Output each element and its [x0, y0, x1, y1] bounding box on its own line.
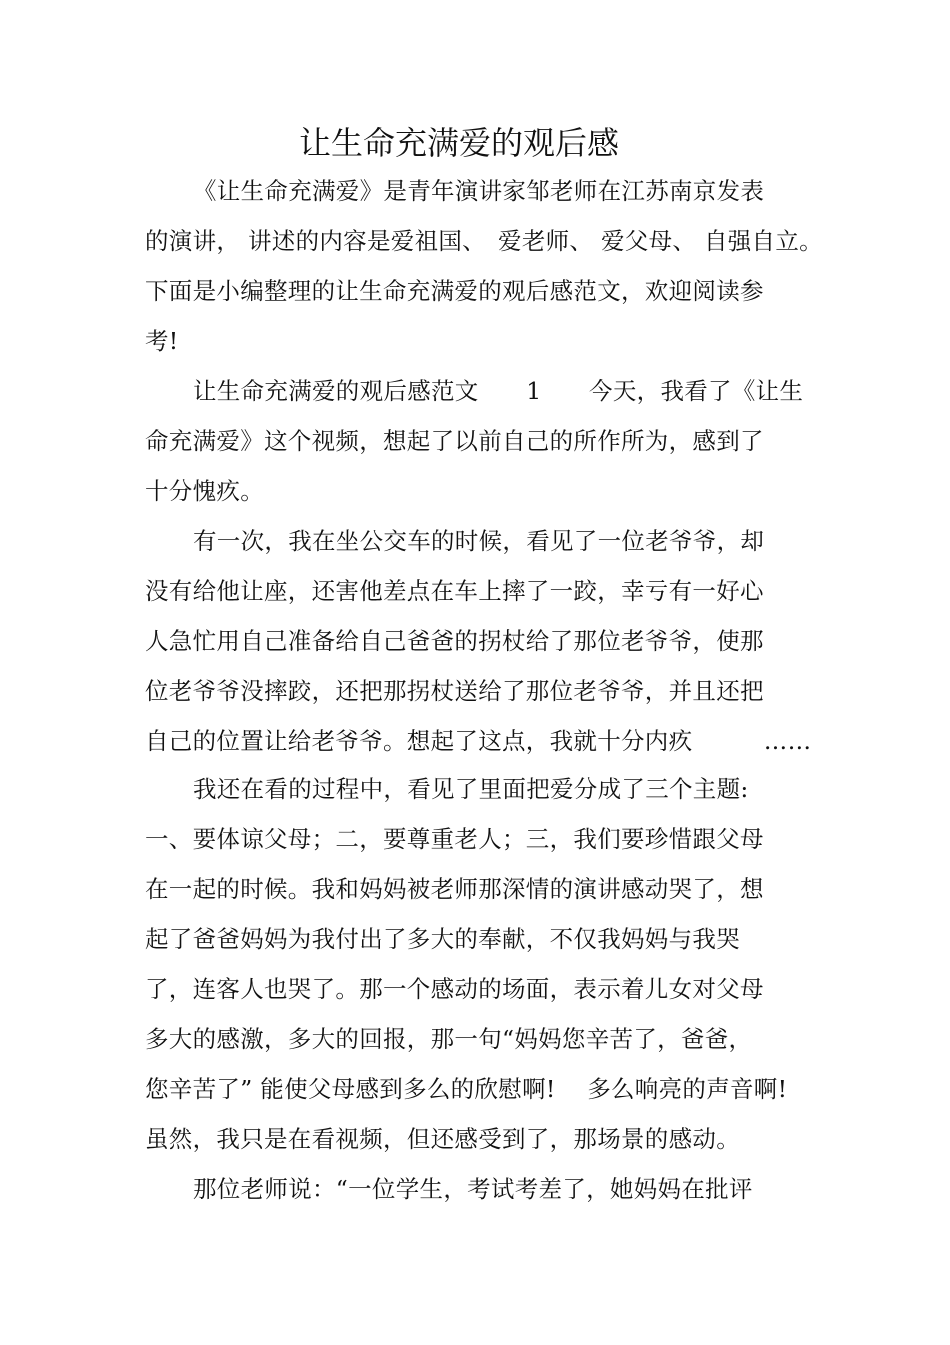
- text-line: 下面是小编整理的让生命充满爱的观后感范文，欢迎阅读参: [145, 277, 764, 305]
- text-line: 考!: [145, 327, 179, 355]
- text-line: 命充满爱》这个视频，想起了以前自己的所作所为，感到了: [145, 427, 764, 455]
- text-line: 在一起的时候。我和妈妈被老师那深情的演讲感动哭了，想: [145, 875, 764, 903]
- text-line: 十分愧疚。: [145, 477, 264, 505]
- text-line: 那位老师说：“一位学生，考试考差了，她妈妈在批评: [193, 1175, 753, 1203]
- text-line: 《让生命充满爱》是青年演讲家邹老师在江苏南京发表: [193, 177, 765, 205]
- text-line: 位老爷爷没摔跤，还把那拐杖送给了那位老爷爷，并且还把: [145, 677, 764, 705]
- text-line: 人急忙用自己准备给自己爸爸的拐杖给了那位老爷爷，使那: [145, 627, 764, 655]
- text-line: 让生命充满爱的观后感范文 1 今天，我看了《让生: [193, 377, 804, 405]
- text-line: 的演讲， 讲述的内容是爱祖国、 爱老师、 爱父母、 自强自立。: [145, 227, 823, 255]
- text-line: 起了爸爸妈妈为我付出了多大的奉献，不仅我妈妈与我哭: [145, 925, 740, 953]
- text-line: 虽然，我只是在看视频，但还感受到了，那场景的感动。: [145, 1125, 740, 1153]
- text-line: 您辛苦了” 能使父母感到多么的欣慰啊! 多么响亮的声音啊!: [145, 1075, 788, 1103]
- text-line: 有一次，我在坐公交车的时候，看见了一位老爷爷，却: [193, 527, 765, 555]
- text-line: 没有给他让座，还害他差点在车上摔了一跤，幸亏有一好心: [145, 577, 764, 605]
- document-title: 让生命充满爱的观后感: [298, 124, 619, 162]
- text-line: 了，连客人也哭了。那一个感动的场面，表示着儿女对父母: [145, 975, 764, 1003]
- text-line: 多大的感激，多大的回报，那一句“妈妈您辛苦了，爸爸，: [145, 1025, 753, 1053]
- text-line: 自己的位置让给老爷爷。想起了这点，我就十分内疚 ……: [145, 727, 812, 755]
- text-line: 一、要体谅父母；二，要尊重老人；三，我们要珍惜跟父母: [145, 825, 764, 853]
- text-line: 我还在看的过程中，看见了里面把爱分成了三个主题:: [193, 775, 749, 803]
